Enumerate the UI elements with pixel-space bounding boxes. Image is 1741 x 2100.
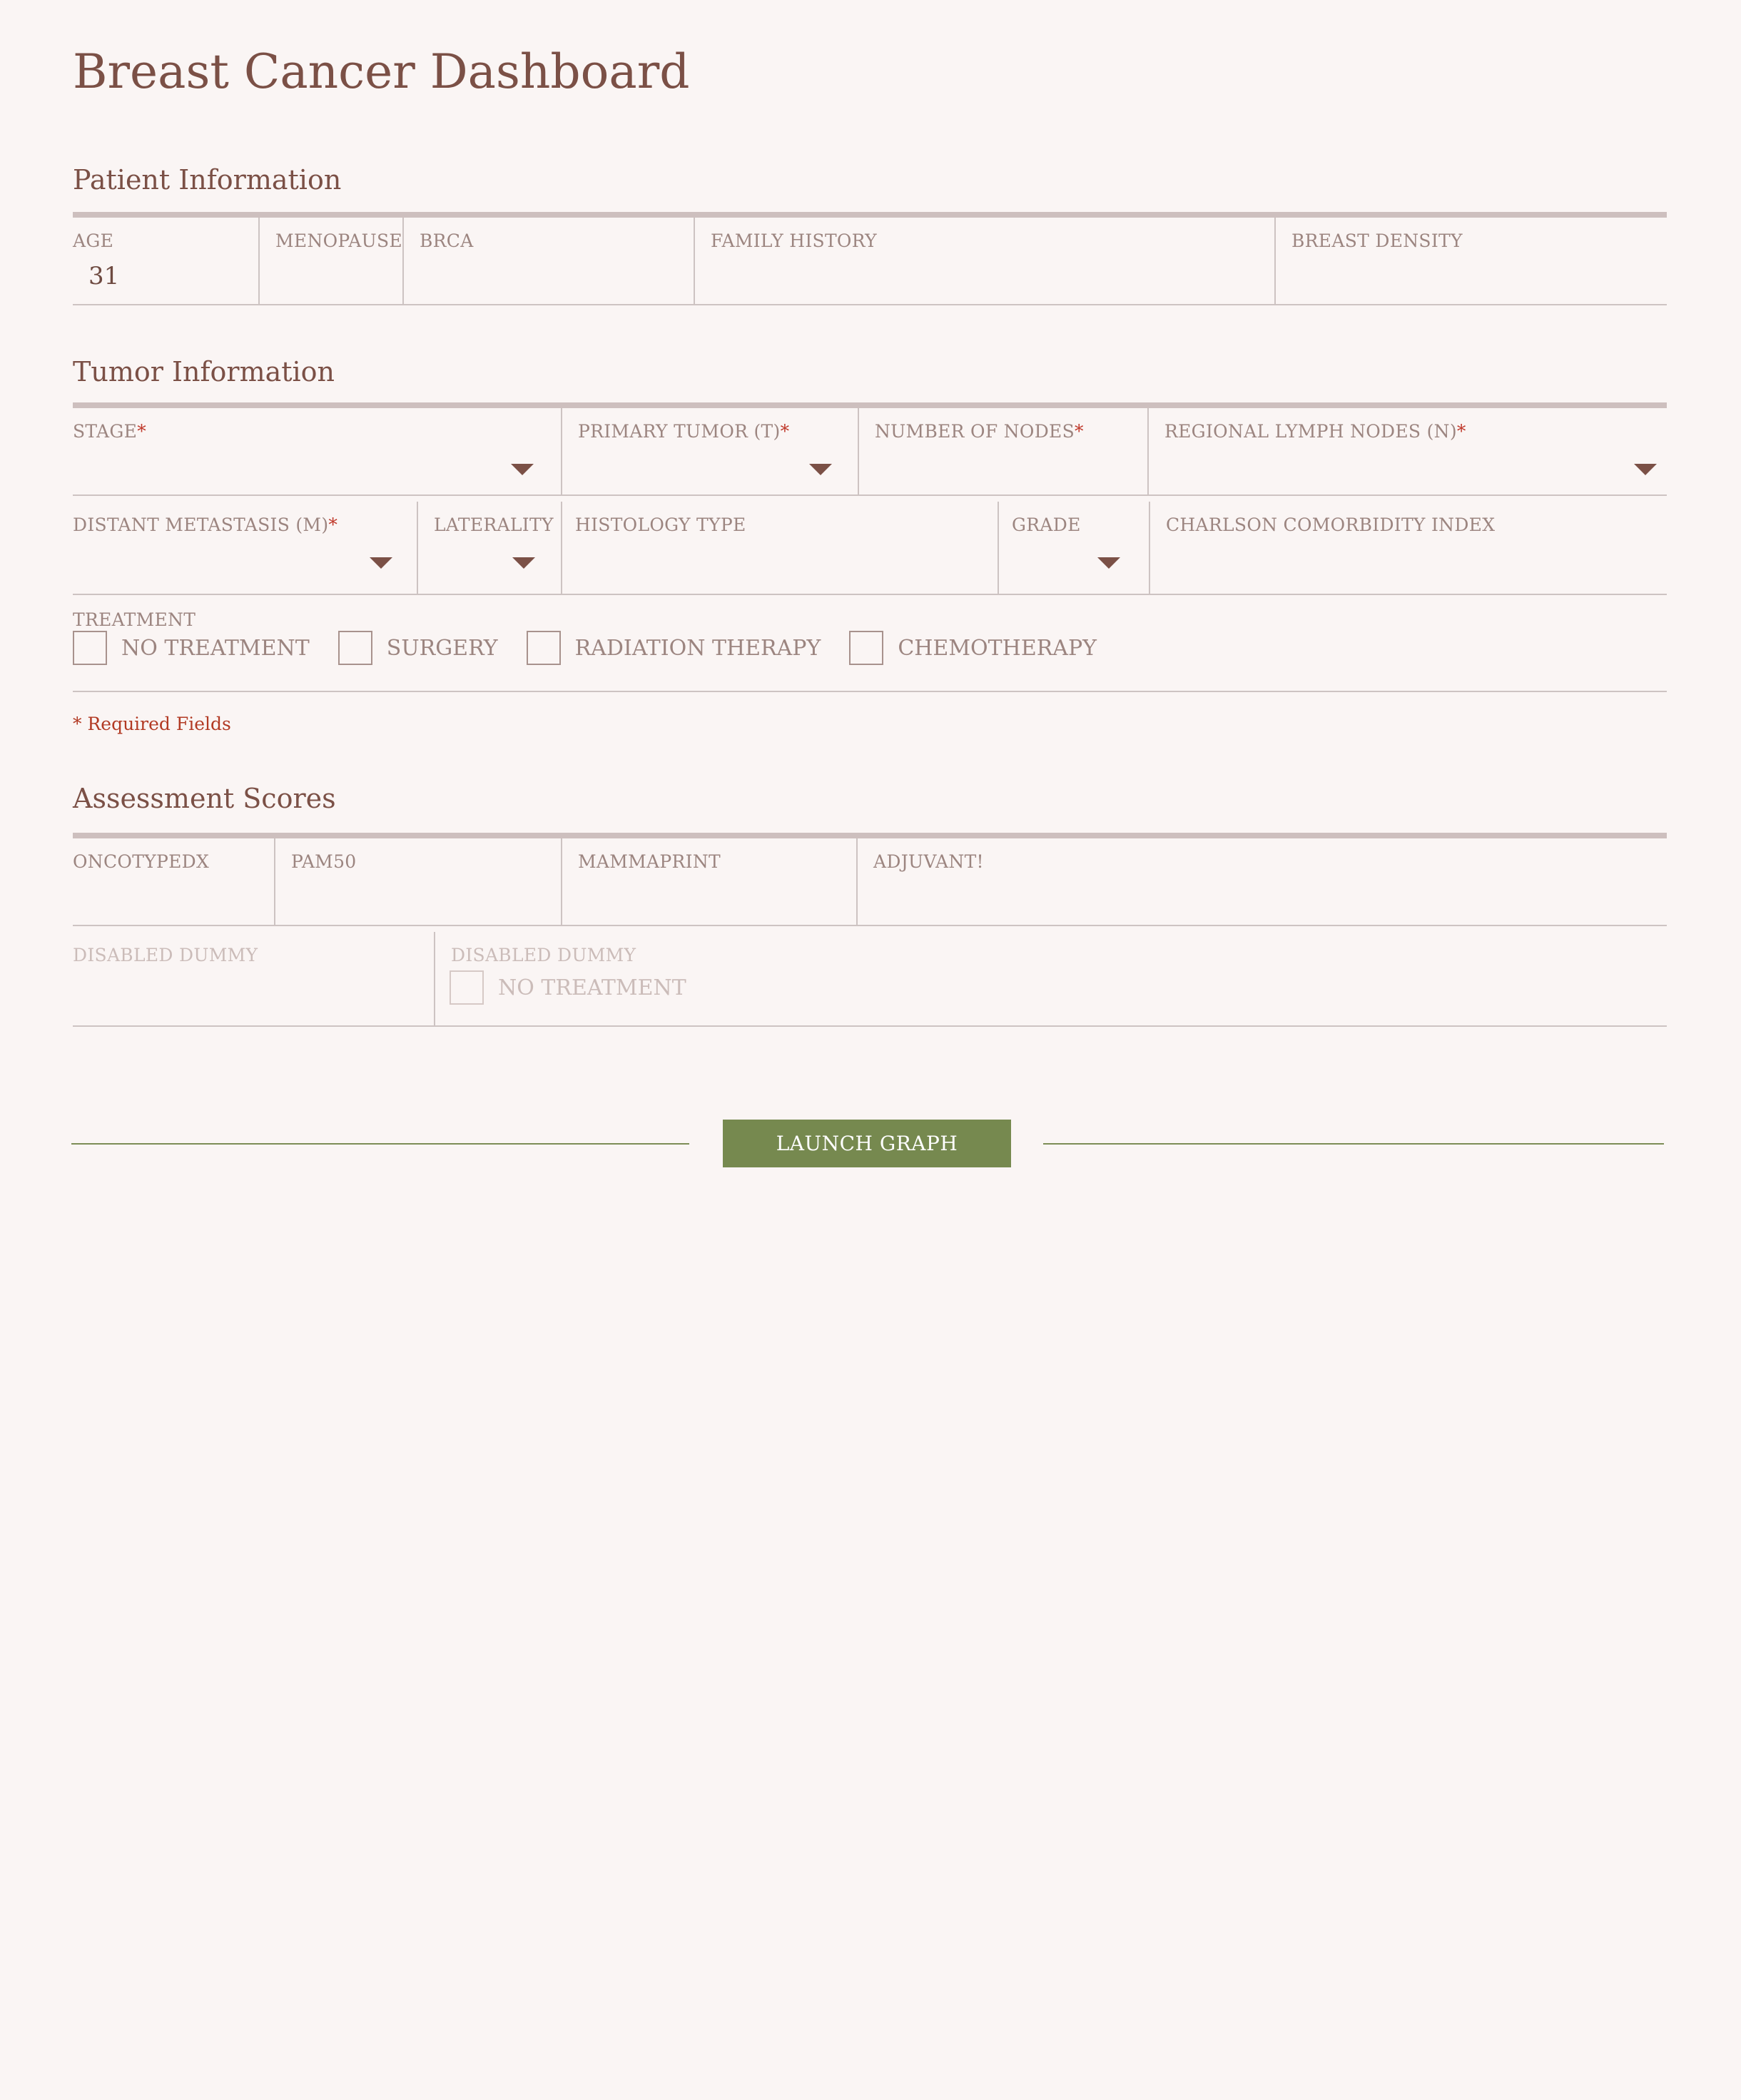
distant-metastasis-select[interactable] [73,502,417,594]
age-label: AGE [73,230,114,251]
pam50-field[interactable] [274,838,561,925]
disabled-dummy-label: DISABLED DUMMY [451,945,636,965]
chevron-down-icon[interactable] [370,557,392,569]
histology-type-field[interactable] [561,502,998,594]
required-fields-note: * Required Fields [73,714,231,734]
charlson-index-field[interactable] [1149,502,1667,594]
chevron-down-icon[interactable] [809,464,832,475]
menopause-label: MENOPAUSE [275,230,402,251]
number-of-nodes-label: NUMBER OF NODES* [875,421,1084,442]
checkbox-label: SURGERY [386,635,498,661]
adjuvant-label: ADJUVANT! [873,851,984,872]
number-of-nodes-field[interactable] [858,408,1147,494]
oncotypedx-label: ONCOTYPEDX [73,851,210,872]
primary-tumor-select[interactable] [561,408,858,494]
primary-tumor-label: PRIMARY TUMOR (T)* [578,421,790,442]
age-field[interactable] [73,218,258,304]
checkbox[interactable] [849,631,883,665]
menopause-field[interactable] [258,218,402,304]
disabled-checkbox-group [450,970,715,1005]
charlson-label: CHARLSON COMORBIDITY INDEX [1166,514,1496,535]
regional-lymph-nodes-select[interactable] [1147,408,1667,494]
checkbox-label: CHEMOTHERAPY [898,635,1097,661]
family-history-field[interactable] [694,218,1274,304]
laterality-select[interactable] [417,502,561,594]
checkbox-label: RADIATION THERAPY [574,635,821,661]
tumor-row-2 [73,502,1667,595]
stage-select[interactable] [73,408,561,494]
treatment-option-no-treatment[interactable] [73,631,310,665]
chevron-down-icon[interactable] [512,557,535,569]
checkbox-label: NO TREATMENT [121,635,310,661]
adjuvant-field[interactable] [856,838,1667,925]
page-title: Breast Cancer Dashboard [73,44,690,99]
chevron-down-icon[interactable] [1097,557,1120,569]
disabled-dummy-label: DISABLED DUMMY [73,945,258,965]
pam50-label: PAM50 [291,851,357,872]
brca-field[interactable] [402,218,694,304]
treatment-option-chemotherapy[interactable] [849,631,1097,665]
checkbox[interactable] [73,631,107,665]
patient-section-title: Patient Information [73,164,342,196]
oncotypedx-field[interactable] [73,838,274,925]
breast-density-label: BREAST DENSITY [1291,230,1463,251]
age-value[interactable]: 31 [88,262,120,290]
patient-info-row [73,212,1667,305]
treatment-row [73,595,1667,692]
divider-line-left [71,1143,689,1145]
regional-lymph-nodes-label: REGIONAL LYMPH NODES (N)* [1164,421,1466,442]
launch-graph-button[interactable]: LAUNCH GRAPH [723,1120,1011,1167]
family-history-label: FAMILY HISTORY [711,230,877,251]
assessment-row-1 [73,833,1667,926]
laterality-label: LATERALITY [434,514,554,535]
distant-metastasis-label: DISTANT METASTASIS (M)* [73,514,338,535]
chevron-down-icon[interactable] [1634,464,1657,475]
checkbox[interactable] [527,631,561,665]
checkbox [450,970,484,1005]
mammaprint-field[interactable] [561,838,856,925]
assessment-section-title: Assessment Scores [73,783,336,814]
chevron-down-icon[interactable] [511,464,534,475]
breast-density-field[interactable] [1274,218,1667,304]
checkbox[interactable] [338,631,372,665]
disabled-dummy-field [73,932,434,1025]
treatment-checkbox-group [73,631,1125,665]
divider-line-right [1043,1143,1664,1145]
disabled-dummy-checkbox-field [434,932,1667,1025]
disabled-option-no-treatment [450,970,686,1005]
tumor-section-title: Tumor Information [73,356,335,387]
grade-label: GRADE [1012,514,1081,535]
brca-label: BRCA [420,230,474,251]
checkbox-label: NO TREATMENT [498,975,686,1000]
grade-select[interactable] [998,502,1149,594]
treatment-option-radiation-therapy[interactable] [527,631,821,665]
histology-type-label: HISTOLOGY TYPE [575,514,746,535]
assessment-row-2 [73,932,1667,1027]
mammaprint-label: MAMMAPRINT [578,851,721,872]
stage-label: STAGE* [73,421,147,442]
treatment-option-surgery[interactable] [338,631,498,665]
tumor-row-1 [73,402,1667,496]
treatment-label: TREATMENT [73,609,196,630]
